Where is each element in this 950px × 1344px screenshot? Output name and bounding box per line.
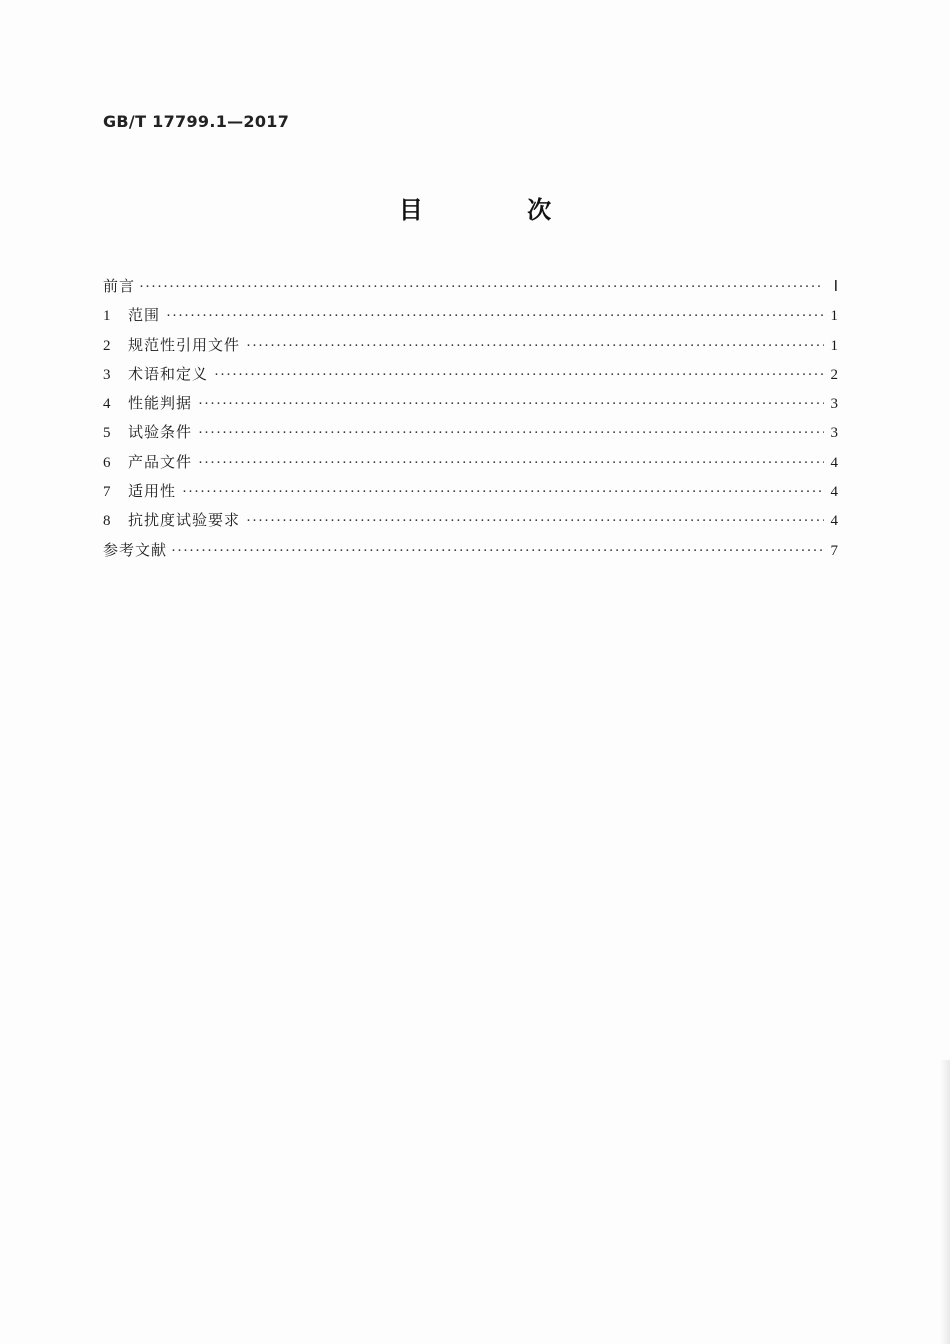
toc-entry-label: 抗扰度试验要求 xyxy=(128,511,241,530)
table-of-contents xyxy=(103,272,838,565)
toc-entry-number: 2 xyxy=(103,337,111,354)
toc-leader-dots xyxy=(198,449,824,478)
toc-entry-label: 规范性引用文件 xyxy=(128,335,241,354)
toc-leader-dots xyxy=(166,302,824,331)
toc-entry-page: 4 xyxy=(830,484,838,501)
toc-entry-number: 5 xyxy=(103,425,111,442)
standard-code: GB/T 17799.1—2017 xyxy=(103,112,290,131)
toc-entry-label: 前言 xyxy=(103,277,136,295)
toc-leader-dots xyxy=(214,361,824,390)
toc-entry-label: 术语和定义 xyxy=(128,364,209,383)
toc-entry-label: 性能判据 xyxy=(128,394,193,413)
toc-entry-page: 7 xyxy=(830,542,838,559)
toc-leader-dots xyxy=(246,507,824,536)
toc-leader-dots xyxy=(246,332,824,361)
toc-entry[interactable] xyxy=(103,389,838,418)
toc-entry[interactable] xyxy=(103,506,838,535)
toc-entry[interactable] xyxy=(103,331,838,360)
toc-entry-page: 3 xyxy=(830,425,838,442)
toc-entry[interactable] xyxy=(103,477,838,506)
toc-entry-label: 产品文件 xyxy=(128,452,193,471)
scan-edge-shadow xyxy=(940,1060,950,1344)
toc-entry-page: 3 xyxy=(830,396,838,413)
toc-entry[interactable] xyxy=(103,418,838,447)
toc-entry[interactable] xyxy=(103,301,838,330)
toc-entry-label: 试验条件 xyxy=(128,423,193,442)
toc-entry-page: 1 xyxy=(830,337,838,354)
page-title: 目 次 xyxy=(398,196,600,224)
toc-entry-number: 7 xyxy=(103,484,111,501)
toc-entry-page: 1 xyxy=(830,308,838,325)
toc-leader-dots xyxy=(198,390,824,419)
toc-entry[interactable] xyxy=(103,536,838,565)
toc-leader-dots xyxy=(171,537,824,566)
toc-entry-number: 8 xyxy=(103,513,111,530)
toc-entry[interactable] xyxy=(103,360,838,389)
toc-entry[interactable] xyxy=(103,448,838,477)
toc-leader-dots xyxy=(139,273,824,302)
toc-entry[interactable] xyxy=(103,272,838,301)
toc-entry-number: 1 xyxy=(103,308,111,325)
toc-leader-dots xyxy=(198,419,824,448)
toc-entry-label: 范围 xyxy=(128,306,161,325)
toc-entry-label: 参考文献 xyxy=(103,540,168,559)
toc-entry-number: 4 xyxy=(103,396,111,413)
toc-entry-page: 4 xyxy=(830,454,838,471)
toc-entry-number: 3 xyxy=(103,366,111,383)
toc-entry-page: Ⅰ xyxy=(833,279,838,295)
toc-leader-dots xyxy=(182,478,824,507)
toc-entry-number: 6 xyxy=(103,454,111,471)
toc-entry-page: 2 xyxy=(830,366,838,383)
toc-entry-page: 4 xyxy=(830,513,838,530)
toc-entry-label: 适用性 xyxy=(128,482,177,501)
